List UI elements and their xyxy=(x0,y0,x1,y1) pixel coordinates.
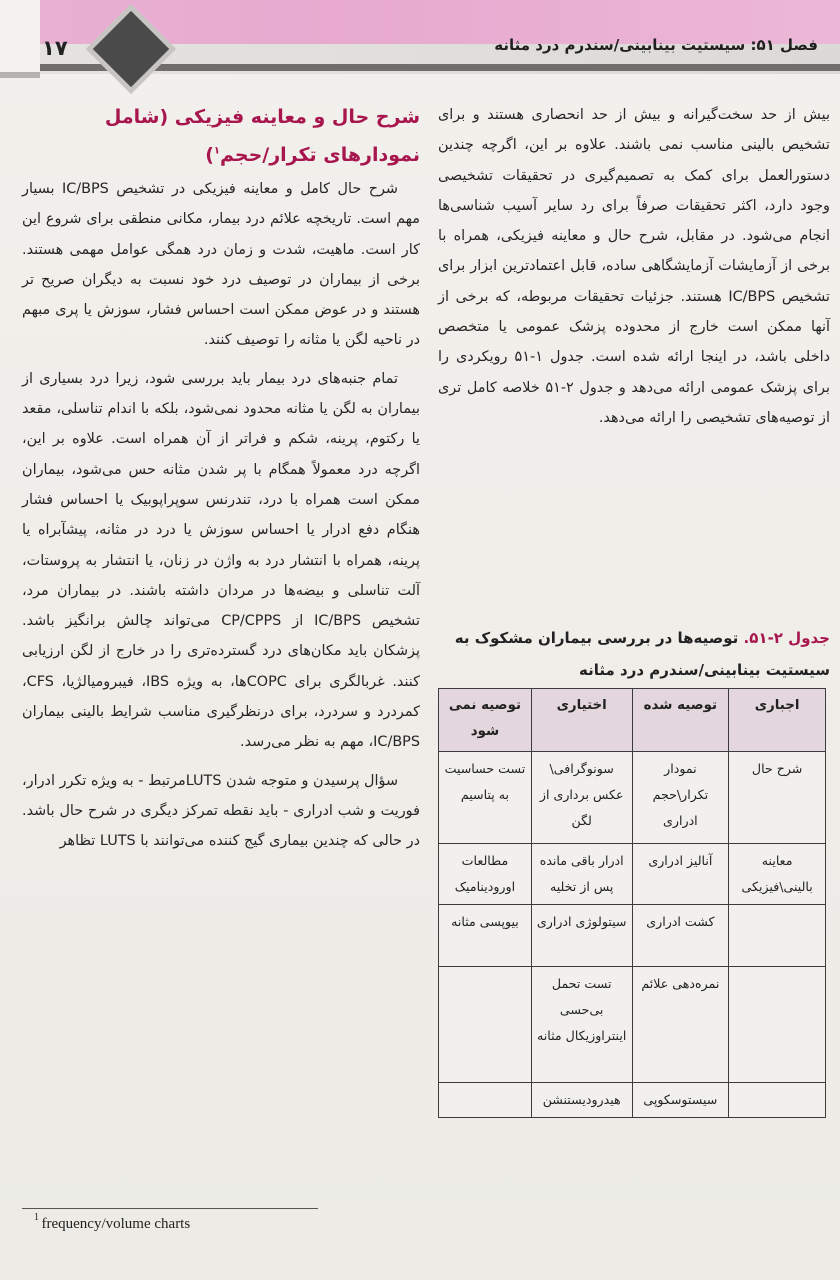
table-row xyxy=(439,905,826,967)
section-heading-close: ) xyxy=(205,144,214,166)
table-cell: هیدرودیستنشن xyxy=(531,1083,632,1118)
table-row xyxy=(439,844,826,905)
table-cell: آنالیز ادراری xyxy=(632,844,729,905)
table-header-cell: توصیه شده xyxy=(632,689,729,752)
table-header-row xyxy=(439,689,826,752)
table-cell: کشت ادراری xyxy=(632,905,729,967)
section-heading-footnote-ref: ۱ xyxy=(213,145,220,157)
table-caption-text: توصیه‌ها در بررسی بیماران مشکوک به سیستیت بینابینی/سندرم درد مثانه xyxy=(454,629,830,679)
right-column xyxy=(438,100,830,433)
table-header-cell: توصیه نمی شود xyxy=(439,689,532,752)
table-cell: ادرار باقی مانده پس از تخلیه xyxy=(531,844,632,905)
table-caption-label: جدول ۲-۵۱. xyxy=(743,629,830,647)
table-cell: سونوگرافی\ عکس برداری از لگن xyxy=(531,752,632,844)
left-column xyxy=(22,98,420,857)
recommendations-table xyxy=(438,688,826,1118)
footnote-rule xyxy=(22,1208,318,1209)
table-cell: شرح حال xyxy=(729,752,826,844)
table-row xyxy=(439,752,826,844)
table-row xyxy=(439,1083,826,1118)
table-cell: نمودار تکرار\حجم ادراری xyxy=(632,752,729,844)
table-cell: تست تحمل بی‌حسی اینتراوزیکال مثانه xyxy=(531,967,632,1083)
header-rule xyxy=(40,64,840,71)
table-header-cell: اجباری xyxy=(729,689,826,752)
table-caption xyxy=(438,622,830,686)
table-header-cell: اختیاری xyxy=(531,689,632,752)
table-cell xyxy=(729,967,826,1083)
table-cell: معاینه بالینی\فیزیکی xyxy=(729,844,826,905)
table-cell xyxy=(729,1083,826,1118)
table-row xyxy=(439,967,826,1083)
table-cell: سیتولوژی ادراری xyxy=(531,905,632,967)
page-number: ۱۷ xyxy=(42,36,68,60)
body-paragraph: تمام جنبه‌های درد بیمار باید بررسی شود، زیرا درد بسیاری از بیماران به لگن یا مثانه محدود نمی‌شود، بلکه با اندام تناسلی، مقعد یا رکتوم، پرینه، شکم و فراتر از آن همراه است. علاوه بر این، اگرچه درد معمولاً همگام با پر شدن مثانه حس می‌شود، بیماران ممکن است همراه با درد، تندرنس سوپراپوبیک یا احساس فشار هنگام دفع ادرار یا احساس سوزش یا درد در مثانه، پیشآبراه یا پرینه، همراه با انتشار درد به واژن در زنان، یا انتشار به پروستات، آلت تناسلی و بیضه‌ها در مردان داشته باشند. در بیماران مرد، تشخیص IC/BPS از CP/CPPS می‌تواند چالش برانگیز باشد. پزشکان باید مکان‌های درد گسترده‌تری را در خارج از لگن ارزیابی کنند. غربالگری برای COPCها، به ویژه IBS، فیبرومیالژیا، CFS، کمردرد و سردرد، برای درنظرگیری مناسب شرایط بالینی بیماران IC/BPS، مهم به نظر می‌رسد. xyxy=(22,370,420,751)
table-cell xyxy=(439,967,532,1083)
section-heading-text: شرح حال و معاینه فیزیکی (شامل نمودارهای تکرار/حجم xyxy=(104,106,420,166)
chapter-title: فصل ۵۱: سیستیت بینابینی/سندرم درد مثانه xyxy=(494,36,818,54)
table-cell: تست حساسیت به پتاسیم xyxy=(439,752,532,844)
footnote-text-content: frequency/volume charts xyxy=(41,1216,191,1232)
footnote-mark: 1 xyxy=(34,1212,39,1223)
right-column-paragraph: بیش از حد سخت‌گیرانه و بیش از حد انحصاری هستند و برای تشخیص بالینی مناسب نمی باشند. علاوه بر این، اگرچه چندین دستورالعمل برای کمک به تصمیم‌گیری در تحقیقات تشخیصی وجود دارد، اکثر تحقیقات صرفاً برای رد سایر آسیب شناسی‌ها انجام می‌شود. در مقابل، شرح حال و معاینه فیزیکی، همراه با برخی از آزمایشات آزمایشگاهی ساده، قابل اعتمادترین ابزار برای تشخیص IC/BPS هستند. جزئیات تحقیقات مربوطه، که برخی از آنها ممکن است خارج از محدوده پزشک عمومی یا متخصص داخلی باشد، در اینجا ارائه شده است. جدول ۱-۵۱ رویکردی را برای پزشک عمومی ارائه می‌دهد و جدول ۲-۵۱ خلاصه کامل تری از توصیه‌های تشخیصی را ارائه می‌دهد. xyxy=(438,107,830,426)
body-paragraph: شرح حال کامل و معاینه فیزیکی در تشخیص IC/BPS بسیار مهم است. تاریخچه علائم درد بیمار، مکانی منطقی برای شروع این کار است. ماهیت، شدت و زمان درد همگی عوامل مهمی هستند. برخی از بیماران در توصیف درد خود نسبت به دیگران صریح تر هستند و در عوض ممکن است احساس فشار، سوزش یا پری مبهم در ناحیه لگن یا مثانه را توصیف کنند. xyxy=(22,181,420,349)
table-cell xyxy=(439,1083,532,1118)
table-cell: نمره‌دهی علائم xyxy=(632,967,729,1083)
table-cell: سیستوسکوپی xyxy=(632,1083,729,1118)
table-cell: مطالعات اورودینامیک xyxy=(439,844,532,905)
section-heading xyxy=(22,98,420,174)
header-page-tab xyxy=(0,0,40,78)
table-cell: بیوپسی مثانه xyxy=(439,905,532,967)
table-cell xyxy=(729,905,826,967)
body-paragraph: سؤال پرسیدن و متوجه شدن LUTSمرتبط - به ویژه تکرر ادرار، فوریت و شب ادراری - باید نقطه تمرکز دیگری در شرح حال باشد. در حالی که چندین بیماری گیج کننده می‌توانند با LUTS تظاهر xyxy=(22,772,420,850)
footnote-text xyxy=(34,1216,190,1233)
